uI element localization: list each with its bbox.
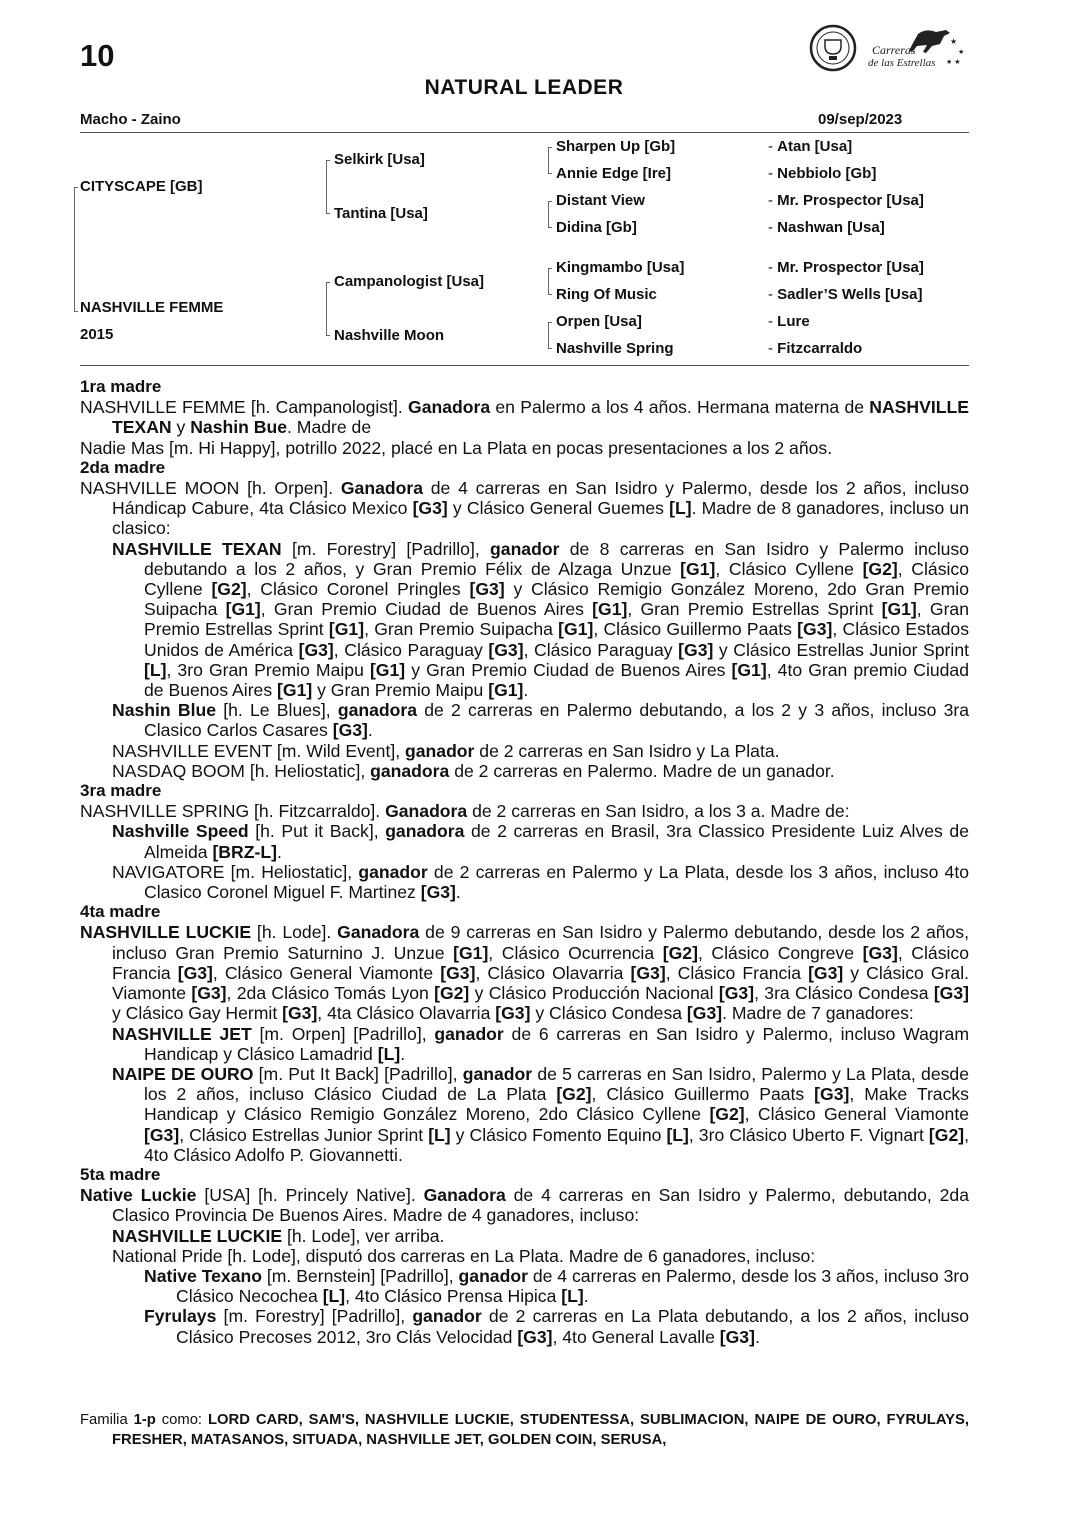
bold-text: Nashin Blue — [112, 700, 217, 721]
text: y Clásico Remigio González Moreno, 2do Gran Premio Suipacha — [144, 579, 969, 620]
text: , Clásico Guillermo Paats — [591, 1084, 815, 1105]
bracket-line — [548, 322, 549, 349]
text: de 8 carreras en San Isidro y Palermo incluso debutando a los 2 años, y Gran Premio Félix de Alzaga Unzue — [144, 538, 969, 579]
text: , Clásico Paraguay — [523, 639, 679, 660]
text: de 6 carreras en San Isidro y Palermo, incluso Wagram Handicap y Clásico Lamadrid — [144, 1023, 969, 1064]
svg-text:Carreras: Carreras — [872, 43, 916, 57]
text: NAVIGATORE [m. Heliostatic], — [112, 861, 359, 882]
sex-color: Macho - Zaino — [80, 111, 181, 128]
bold-text: [G1] — [277, 680, 313, 701]
text: . — [367, 720, 373, 741]
text: , Make Tracks Handicap y Clásico Remigio González Moreno, 2do Clásico Cyllene — [144, 1084, 969, 1125]
text: , Clásico Paraguay — [333, 639, 489, 660]
bold-text: [G3] — [862, 942, 898, 963]
bracket-line — [548, 322, 552, 323]
bold-text: [G3] — [517, 1326, 553, 1347]
produce-record — [80, 377, 969, 1347]
bold-text: ganadora — [370, 760, 450, 781]
text: y Clásico Producción Nacional — [469, 983, 719, 1004]
bold-text: [G2] — [556, 1084, 592, 1105]
section-heading — [80, 1165, 969, 1185]
bold-text: [G2] — [662, 942, 698, 963]
pedigree-gen4: - Sadler’S Wells [Usa] — [768, 286, 923, 303]
bold-text: Native Luckie — [80, 1185, 197, 1206]
bold-text: [G3] — [412, 498, 448, 519]
svg-text:de las Estrellas: de las Estrellas — [868, 57, 936, 69]
pedigree-gen4: - Lure — [768, 313, 810, 330]
text: de 4 carreras en San Isidro y Palermo, desde los 2 años, incluso Hándicap Cabure, 4ta Clásico Mexico — [112, 478, 969, 519]
text: de 2 carreras en San Isidro, a los 3 a. Madre de: — [467, 801, 850, 822]
bracket-line — [548, 348, 552, 349]
text: , Clásico Francia — [112, 942, 969, 983]
bold-text: ganador — [458, 1265, 528, 1286]
family-como: como: — [155, 1412, 208, 1428]
text: en Palermo a los 4 años. Hermana materna de — [490, 397, 870, 418]
bracket-line — [326, 335, 330, 336]
bold-text: [G3] — [469, 579, 505, 600]
bold-text: 5ta madre — [80, 1164, 161, 1184]
bracket-line — [326, 282, 327, 336]
text: , Gran Premio Estrellas Sprint — [627, 599, 882, 620]
bold-text: [G1] — [488, 680, 524, 701]
bracket-line — [326, 160, 327, 214]
text: , 3ro Gran Premio Maipu — [166, 659, 370, 680]
bold-text: NASHVILLE LUCKIE — [112, 1225, 283, 1246]
record-paragraph — [80, 1024, 969, 1064]
pedigree-gen3: Annie Edge [Ire] — [556, 165, 672, 182]
record-paragraph — [80, 741, 969, 761]
text: , Clásico General Viamonte — [212, 962, 441, 983]
text: . Madre de — [287, 417, 372, 438]
pedigree-sire: CITYSCAPE [GB] — [80, 178, 203, 195]
pedigree-gen3: Sharpen Up [Gb] — [556, 138, 676, 155]
text: , Clásico Estrellas Junior Sprint — [179, 1124, 429, 1145]
text: [m. Orpen] [Padrillo], — [251, 1023, 435, 1044]
pedigree-gen3: Nashville Spring — [556, 340, 674, 357]
bold-text: ganadora — [337, 700, 418, 721]
bold-text: [L] — [144, 659, 167, 680]
bold-text: 2da madre — [80, 457, 166, 477]
bold-text: [G3] — [440, 962, 476, 983]
bold-text: [G3] — [686, 1003, 723, 1024]
text: [h. Put it Back], — [248, 821, 386, 842]
horse-name: NATURAL LEADER — [424, 76, 624, 99]
bold-text: [G3] — [933, 983, 970, 1004]
svg-text:★: ★ — [950, 37, 958, 46]
bold-text: [G2] — [709, 1104, 745, 1125]
text: , Clásico General Viamonte — [744, 1104, 969, 1125]
bold-text: [G1] — [558, 619, 594, 640]
bracket-line — [548, 294, 552, 295]
record-paragraph — [80, 1246, 969, 1266]
text: y Clásico Fomento Equino — [450, 1124, 667, 1145]
record-paragraph — [80, 700, 969, 740]
bold-text: Ganadora — [408, 397, 491, 418]
section-heading — [80, 458, 969, 478]
bold-text: Ganadora — [423, 1185, 506, 1206]
pedigree-gen4-name: Fitzcarraldo — [777, 340, 863, 357]
bold-text: ganadora — [385, 821, 465, 842]
bold-text: [L] — [322, 1286, 346, 1307]
record-paragraph — [80, 1226, 969, 1246]
text: , Gran Premio Ciudad de Buenos Aires — [260, 599, 593, 620]
bold-text: [G1] — [680, 558, 716, 579]
bold-text: [G1] — [881, 599, 917, 620]
bracket-line — [548, 201, 549, 228]
record-paragraph — [80, 438, 969, 458]
bold-text: [G1] — [592, 599, 628, 620]
bracket-line — [548, 268, 552, 269]
bold-text: [G3] — [332, 720, 368, 741]
bold-text: [G3] — [718, 983, 755, 1004]
text: . — [400, 1043, 406, 1064]
text: y Gran Premio Ciudad de Buenos Aires — [405, 659, 732, 680]
text: , 3ro Clásico Uberto F. Vignart — [688, 1124, 929, 1145]
pedigree-gen4: - Mr. Prospector [Usa] — [768, 259, 924, 276]
text: , Clásico Cyllene — [144, 558, 969, 600]
text: [m. Put It Back] [Padrillo], — [253, 1063, 463, 1084]
text: NASHVILLE EVENT [m. Wild Event], — [112, 740, 405, 761]
bold-text: ganador — [405, 740, 475, 761]
bold-text: [G2] — [928, 1124, 965, 1145]
bracket-line — [548, 227, 552, 228]
bold-text: NASHVILLE TEXAN — [112, 538, 282, 559]
record-paragraph — [80, 539, 969, 701]
text: de 2 carreras en Palermo y La Plata, desde los 3 años, incluso 4to Clasico Coronel Miguel F. Martinez — [144, 861, 969, 903]
bold-text: ganador — [412, 1306, 482, 1327]
pedigree-gen3: Kingmambo [Usa] — [556, 259, 685, 276]
bold-text: [G3] — [719, 1326, 755, 1347]
text: [m. Forestry] [Padrillo], — [216, 1306, 413, 1327]
svg-text:★ ★: ★ ★ — [946, 59, 961, 66]
text: . — [583, 1286, 589, 1307]
pedigree-gen2: Tantina [Usa] — [334, 205, 428, 222]
record-paragraph — [80, 1185, 969, 1225]
record-paragraph — [80, 397, 969, 437]
record-paragraph — [80, 761, 969, 781]
bracket-line — [74, 187, 75, 312]
pedigree-gen4-name: Lure — [777, 313, 810, 330]
pedigree-gen3: Distant View — [556, 192, 645, 209]
pedigree-gen4: - Nebbiolo [Gb] — [768, 165, 877, 182]
text: y Clásico Estrellas Junior Sprint — [713, 639, 969, 660]
bold-text: [G2] — [211, 579, 247, 600]
pedigree-bottom-rule — [80, 365, 969, 366]
text: de 4 carreras en San Isidro y Palermo, debutando, 2da Clasico Provincia De Buenos Aires. Madre de 4 ganadores, incluso: — [112, 1185, 969, 1226]
bold-text: [G3] — [177, 962, 213, 983]
text: , Clásico Francia — [665, 962, 809, 983]
bold-text: [G3] — [797, 619, 833, 640]
bracket-line — [326, 160, 330, 161]
bold-text: [G3] — [808, 962, 844, 983]
bold-text: ganador — [462, 1063, 533, 1084]
bold-text: [G1] — [328, 619, 365, 640]
pedigree-gen4-name: Nashwan [Usa] — [777, 219, 885, 236]
pedigree-gen4-name: Nebbiolo [Gb] — [777, 165, 877, 182]
lot-number: 10 — [80, 38, 115, 73]
bracket-line — [74, 187, 78, 188]
bold-text: 1ra madre — [80, 377, 162, 396]
record-paragraph — [80, 801, 969, 821]
text: y Clásico General Guemes — [447, 498, 670, 519]
text: [m. Bernstein] [Padrillo], — [261, 1265, 459, 1286]
text: de 9 carreras en San Isidro y Palermo debutando, desde los 2 años, incluso Gran Premio Saturnino J. Unzue — [112, 922, 969, 963]
pedigree-dam-year: 2015 — [80, 326, 114, 343]
bold-text: NASHVILLE JET — [112, 1023, 252, 1044]
text: . Madre de 7 ganadores: — [722, 1003, 914, 1024]
section-heading — [80, 902, 969, 922]
section-heading — [80, 377, 969, 397]
text: y Gran Premio Maipu — [312, 680, 489, 701]
carreras-de-las-estrellas-logo — [866, 26, 970, 72]
pedigree-gen4: - Nashwan [Usa] — [768, 219, 885, 236]
bracket-line — [548, 147, 552, 148]
bold-text: [L] — [561, 1286, 584, 1307]
pedigree-dam: NASHVILLE FEMME — [80, 299, 224, 316]
text: [USA] [h. Princely Native]. — [196, 1185, 424, 1206]
header-rule — [80, 132, 969, 133]
bold-text: [G3] — [282, 1003, 318, 1024]
bold-text: [G3] — [488, 639, 524, 660]
bold-text: [G3] — [144, 1124, 180, 1145]
record-paragraph — [80, 1266, 969, 1306]
bracket-line — [326, 213, 330, 214]
pedigree-gen4-name: Mr. Prospector [Usa] — [777, 192, 924, 209]
text: , Clásico Cyllene — [715, 558, 863, 579]
text: y Clásico Gral. Viamonte — [112, 962, 969, 1004]
record-paragraph — [80, 862, 969, 902]
bold-text: NAIPE DE OURO — [112, 1063, 254, 1084]
text: , Clásico Estados Unidos de América — [144, 619, 969, 660]
text: NASDAQ BOOM [h. Heliostatic], — [112, 760, 371, 781]
svg-text:★: ★ — [958, 49, 965, 56]
text: de 2 carreras en Palermo. Madre de un ganador. — [449, 760, 835, 781]
bold-text: [BRZ-L] — [212, 841, 277, 862]
text: , 4to Clásico Adolfo P. Giovannetti. — [144, 1124, 969, 1165]
text: . — [754, 1326, 760, 1347]
bold-text: [L] — [666, 1124, 689, 1145]
bold-text: [G1] — [731, 659, 767, 680]
pedigree-gen4: - Mr. Prospector [Usa] — [768, 192, 924, 209]
text: , Clásico Congreve — [697, 942, 863, 963]
bold-text: Native Texano — [144, 1265, 262, 1286]
text: de 2 carreras en La Plata debutando, a los 2 años, incluso Clásico Precoses 2012, 3ro Clás Velocidad — [176, 1306, 970, 1347]
pedigree-gen3: Ring Of Music — [556, 286, 657, 303]
text: . — [455, 882, 461, 903]
bold-text: 4ta madre — [80, 902, 161, 922]
pedigree-gen3: Orpen [Usa] — [556, 313, 642, 330]
section-heading — [80, 781, 969, 801]
pedigree-gen2: Selkirk [Usa] — [334, 151, 425, 168]
breeders-cup-logo — [808, 24, 868, 74]
text: de 5 carreras en San Isidro, Palermo y La Plata, desde los 2 años, incluso Clásico Ciudad de La Plata — [144, 1063, 969, 1105]
bold-text: [L] — [428, 1124, 451, 1145]
bold-text: [L] — [669, 498, 692, 519]
record-paragraph — [80, 1306, 969, 1346]
bracket-line — [548, 173, 552, 174]
pedigree-gen2: Campanologist [Usa] — [334, 273, 485, 290]
text: , Clásico Olavarria — [475, 962, 631, 983]
bold-text: [G1] — [369, 659, 406, 680]
family-prefix: Familia — [80, 1412, 134, 1428]
bold-text: [G3] — [678, 639, 714, 660]
bold-text: Fyrulays — [144, 1306, 217, 1327]
bold-text: Ganadora — [340, 478, 423, 499]
text: , 4to Gran premio Ciudad de Buenos Aires — [144, 659, 969, 701]
bold-text: [G3] — [495, 1003, 531, 1024]
record-paragraph — [80, 821, 969, 861]
text: NASHVILLE MOON [h. Orpen]. — [80, 478, 341, 499]
text: . Madre de 8 ganadores, incluso un clasico: — [112, 498, 969, 539]
family-names: LORD CARD, SAM'S, NASHVILLE LUCKIE, STUDENTESSA, SUBLIMACION, NAIPE DE OURO, FYRULAYS, FRESHER, MATASANOS, SITUADA, NASHVILLE JET, GOLDEN COIN, SERUSA, — [112, 1412, 969, 1448]
text: de 2 carreras en San Isidro y La Plata. — [474, 740, 780, 761]
bold-text: ganador — [490, 538, 560, 559]
sale-date: 09/sep/2023 — [818, 111, 903, 128]
pedigree-gen2: Nashville Moon — [334, 327, 445, 344]
text: [h. Lode], ver arriba. — [282, 1225, 445, 1246]
bold-text: 3ra madre — [80, 781, 162, 801]
text: , Clásico Coronel Pringles — [246, 579, 470, 600]
text: . — [276, 841, 282, 862]
bracket-line — [548, 268, 549, 295]
text: , 4ta Clásico Olavarria — [317, 1003, 496, 1024]
text: de 2 carreras en Brasil, 3ra Classico Presidente Luiz Alves de Almeida — [144, 821, 969, 862]
text: , Clásico Guillermo Paats — [593, 619, 798, 640]
text: Nadie Mas [m. Hi Happy], potrillo 2022, placé en La Plata en pocas presentaciones a los 2 años. — [80, 437, 833, 458]
bold-text: ganador — [434, 1023, 504, 1044]
text: de 4 carreras en Palermo, desde los 3 años, incluso 3ro Clásico Necochea — [176, 1265, 970, 1307]
text: , 2da Clásico Tomás Lyon — [226, 983, 435, 1004]
family-footer — [80, 1410, 969, 1450]
bold-text: [G3] — [630, 962, 666, 983]
text: y Clásico Gay Hermit — [112, 1003, 283, 1024]
text: [m. Forestry] [Padrillo], — [281, 538, 491, 559]
record-paragraph — [80, 922, 969, 1023]
bracket-line — [326, 282, 330, 283]
text: [h. Le Blues], — [216, 700, 338, 721]
family-code: 1-p — [133, 1412, 156, 1428]
pedigree-gen4-name: Mr. Prospector [Usa] — [777, 259, 924, 276]
bold-text: [G3] — [191, 983, 227, 1004]
pedigree-gen4-name: Sadler’S Wells [Usa] — [777, 286, 923, 303]
bracket-line — [548, 147, 549, 174]
record-paragraph — [80, 478, 969, 539]
text: , Gran Premio Estrellas Sprint — [144, 599, 970, 640]
record-paragraph — [80, 1064, 969, 1165]
family-line — [80, 1410, 969, 1450]
bold-text: Nashin Bue — [190, 417, 288, 438]
bracket-line — [74, 311, 78, 312]
bold-text: [G2] — [434, 983, 470, 1004]
bold-text: [L] — [377, 1043, 401, 1064]
text: y — [171, 417, 191, 438]
bold-text: [G3] — [298, 639, 334, 660]
bold-text: ganador — [358, 861, 428, 882]
text: , 4to Clásico Prensa Hipica — [345, 1286, 562, 1307]
bold-text: Ganadora — [385, 801, 468, 822]
text: , 3ra Clásico Condesa — [754, 983, 934, 1004]
text: , 4to General Lavalle — [552, 1326, 720, 1347]
bold-text: Nashville Speed — [112, 821, 249, 842]
bold-text: [G1] — [453, 942, 489, 963]
bold-text: NASHVILLE LUCKIE — [80, 922, 252, 943]
pedigree-gen4: - Fitzcarraldo — [768, 340, 863, 357]
bold-text: [G2] — [862, 558, 898, 579]
text: National Pride [h. Lode], disputó dos carreras en La Plata. Madre de 6 ganadores, incluso: — [112, 1245, 816, 1266]
pedigree-gen4-name: Atan [Usa] — [777, 138, 853, 155]
bold-text: NASHVILLE TEXAN — [112, 397, 969, 438]
bold-text: [G1] — [225, 599, 261, 620]
text: . — [523, 680, 529, 701]
pedigree-gen4: - Atan [Usa] — [768, 138, 853, 155]
bold-text: [G3] — [420, 882, 456, 903]
text: NASHVILLE SPRING [h. Fitzcarraldo]. — [80, 801, 386, 822]
text: NASHVILLE FEMME [h. Campanologist]. — [80, 397, 409, 418]
bold-text: [G3] — [814, 1084, 850, 1105]
text: y Clásico Condesa — [530, 1003, 687, 1024]
text: , Clásico Ocurrencia — [488, 942, 663, 963]
text: de 2 carreras en Palermo debutando, a los 2 y 3 años, incluso 3ra Clasico Carlos Casares — [144, 700, 970, 741]
pedigree-gen3: Didina [Gb] — [556, 219, 637, 236]
bracket-line — [548, 201, 552, 202]
text: , Gran Premio Suipacha — [364, 619, 559, 640]
bold-text: Ganadora — [337, 922, 420, 943]
text: [h. Lode]. — [251, 922, 338, 943]
